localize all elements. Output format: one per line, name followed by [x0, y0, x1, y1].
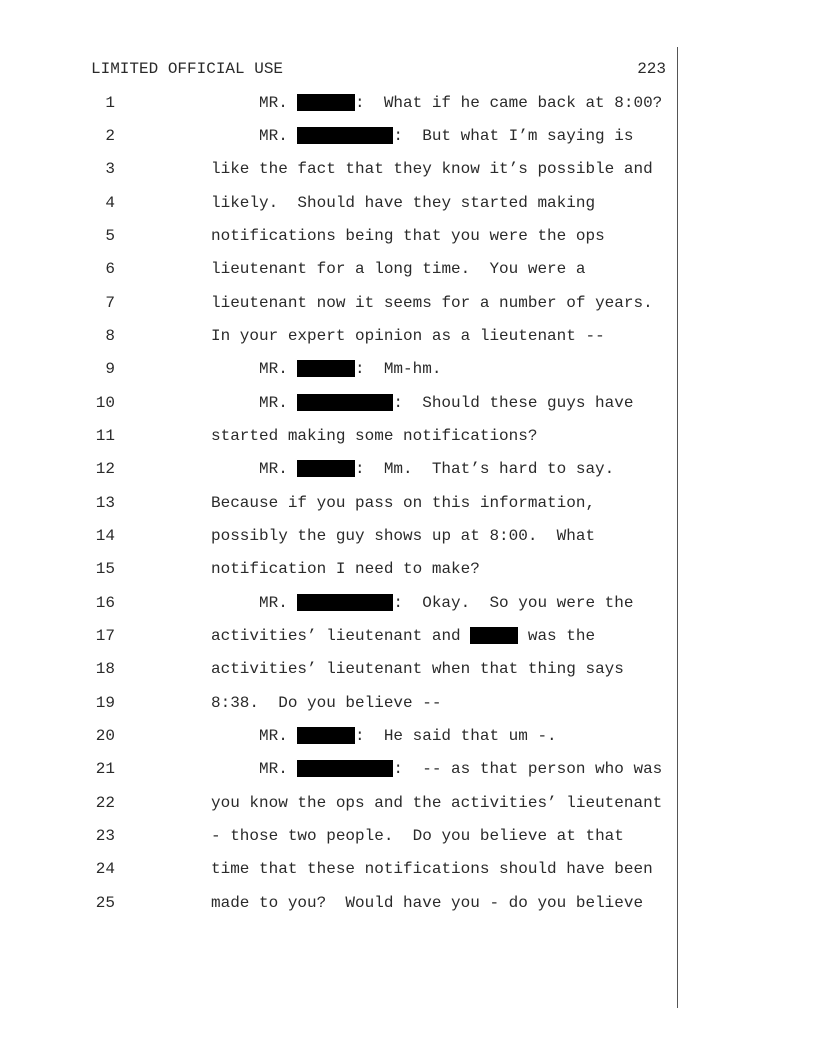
line-number: 25 — [95, 893, 115, 912]
speaker-turn — [259, 753, 662, 786]
transcript-line — [0, 787, 816, 820]
line-number: 19 — [95, 693, 115, 712]
transcript-line — [0, 820, 816, 853]
speaker-title: MR. — [259, 93, 288, 112]
speaker-turn — [259, 387, 633, 420]
speech-text: : Should these guys have — [393, 393, 634, 412]
line-number: 11 — [95, 426, 115, 445]
line-number: 18 — [95, 660, 115, 679]
line-number: 1 — [105, 93, 115, 112]
transcript-line — [0, 153, 816, 186]
line-number: 24 — [95, 860, 115, 879]
line-number: 6 — [105, 260, 115, 279]
transcript-line — [0, 253, 816, 286]
line-number: 13 — [95, 493, 115, 512]
transcript-line — [0, 387, 816, 420]
line-number: 23 — [95, 826, 115, 845]
line-text: lieutenant now it seems for a number of years. — [211, 293, 653, 312]
redacted-name — [297, 760, 393, 777]
line-number: 4 — [105, 193, 115, 212]
transcript-line — [0, 220, 816, 253]
line-number: 17 — [95, 626, 115, 645]
transcript-line — [0, 320, 816, 353]
speech-text: : He said that um -. — [355, 726, 557, 745]
transcript-line — [0, 187, 816, 220]
speaker-title: MR. — [259, 360, 288, 379]
line-text — [211, 620, 595, 653]
transcript-line — [0, 620, 816, 653]
transcript-line — [0, 720, 816, 753]
line-number: 14 — [95, 526, 115, 545]
speaker-title: MR. — [259, 460, 288, 479]
line-text: lieutenant for a long time. You were a — [211, 260, 586, 279]
line-text: notification I need to make? — [211, 560, 480, 579]
page-number: 223 — [637, 60, 666, 79]
speaker-title: MR. — [259, 393, 288, 412]
line-text: likely. Should have they started making — [211, 193, 596, 212]
line-number: 15 — [95, 560, 115, 579]
transcript-line — [0, 120, 816, 153]
line-text: In your expert opinion as a lieutenant -- — [211, 326, 605, 345]
line-number: 22 — [95, 793, 115, 812]
transcript-line — [0, 453, 816, 486]
redacted-name — [297, 127, 393, 144]
speech-text: : What if he came back at 8:00? — [355, 93, 663, 112]
line-text: 8:38. Do you believe -- — [211, 693, 442, 712]
speaker-turn — [259, 453, 614, 486]
line-text-after-redaction: was the — [518, 626, 596, 645]
speaker-turn — [259, 120, 633, 153]
redacted-name — [297, 727, 355, 744]
classification-marking: LIMITED OFFICIAL USE — [91, 60, 284, 79]
transcript-line — [0, 353, 816, 386]
line-text: - those two people. Do you believe at that — [211, 826, 624, 845]
page-header — [0, 53, 816, 86]
speech-text: : Mm. That’s hard to say. — [355, 460, 615, 479]
line-number: 20 — [95, 726, 115, 745]
speech-text: : But what I’m saying is — [393, 126, 634, 145]
line-number: 5 — [105, 226, 115, 245]
line-number: 3 — [105, 160, 115, 179]
speaker-title: MR. — [259, 126, 288, 145]
redacted-name — [297, 460, 355, 477]
line-text: like the fact that they know it’s possible and — [211, 160, 653, 179]
transcript-line — [0, 87, 816, 120]
redacted-name — [297, 360, 355, 377]
line-text: made to you? Would have you - do you believe — [211, 893, 644, 912]
transcript-line — [0, 487, 816, 520]
speaker-turn — [259, 720, 557, 753]
line-number: 9 — [105, 360, 115, 379]
transcript-line — [0, 287, 816, 320]
line-number: 2 — [105, 126, 115, 145]
line-text: you know the ops and the activities’ lieutenant — [211, 793, 663, 812]
redacted-name — [470, 627, 518, 644]
line-text: possibly the guy shows up at 8:00. What — [211, 526, 596, 545]
speaker-turn — [259, 87, 662, 120]
transcript-line — [0, 553, 816, 586]
line-number: 7 — [105, 293, 115, 312]
transcript-body — [0, 87, 816, 920]
line-number: 8 — [105, 326, 115, 345]
line-number: 12 — [95, 460, 115, 479]
speech-text: : Mm-hm. — [355, 360, 442, 379]
line-text-before-redaction: activities’ lieutenant and — [211, 626, 471, 645]
transcript-line — [0, 853, 816, 886]
speech-text: : -- as that person who was — [393, 760, 663, 779]
transcript-line — [0, 653, 816, 686]
speaker-title: MR. — [259, 760, 288, 779]
transcript-line — [0, 520, 816, 553]
speaker-title: MR. — [259, 593, 288, 612]
line-text: started making some notifications? — [211, 426, 538, 445]
line-number: 10 — [95, 393, 115, 412]
transcript-line — [0, 587, 816, 620]
redacted-name — [297, 94, 355, 111]
speaker-title: MR. — [259, 726, 288, 745]
transcript-line — [0, 687, 816, 720]
transcript-line — [0, 753, 816, 786]
line-text: activities’ lieutenant when that thing says — [211, 660, 624, 679]
speaker-turn — [259, 353, 441, 386]
redacted-name — [297, 394, 393, 411]
line-number: 16 — [95, 593, 115, 612]
line-text: notifications being that you were the ops — [211, 226, 605, 245]
redacted-name — [297, 594, 393, 611]
line-text: Because if you pass on this information, — [211, 493, 596, 512]
speech-text: : Okay. So you were the — [393, 593, 634, 612]
transcript-line — [0, 420, 816, 453]
line-text: time that these notifications should have been — [211, 860, 653, 879]
line-number: 21 — [95, 760, 115, 779]
speaker-turn — [259, 587, 633, 620]
transcript-line — [0, 887, 816, 920]
